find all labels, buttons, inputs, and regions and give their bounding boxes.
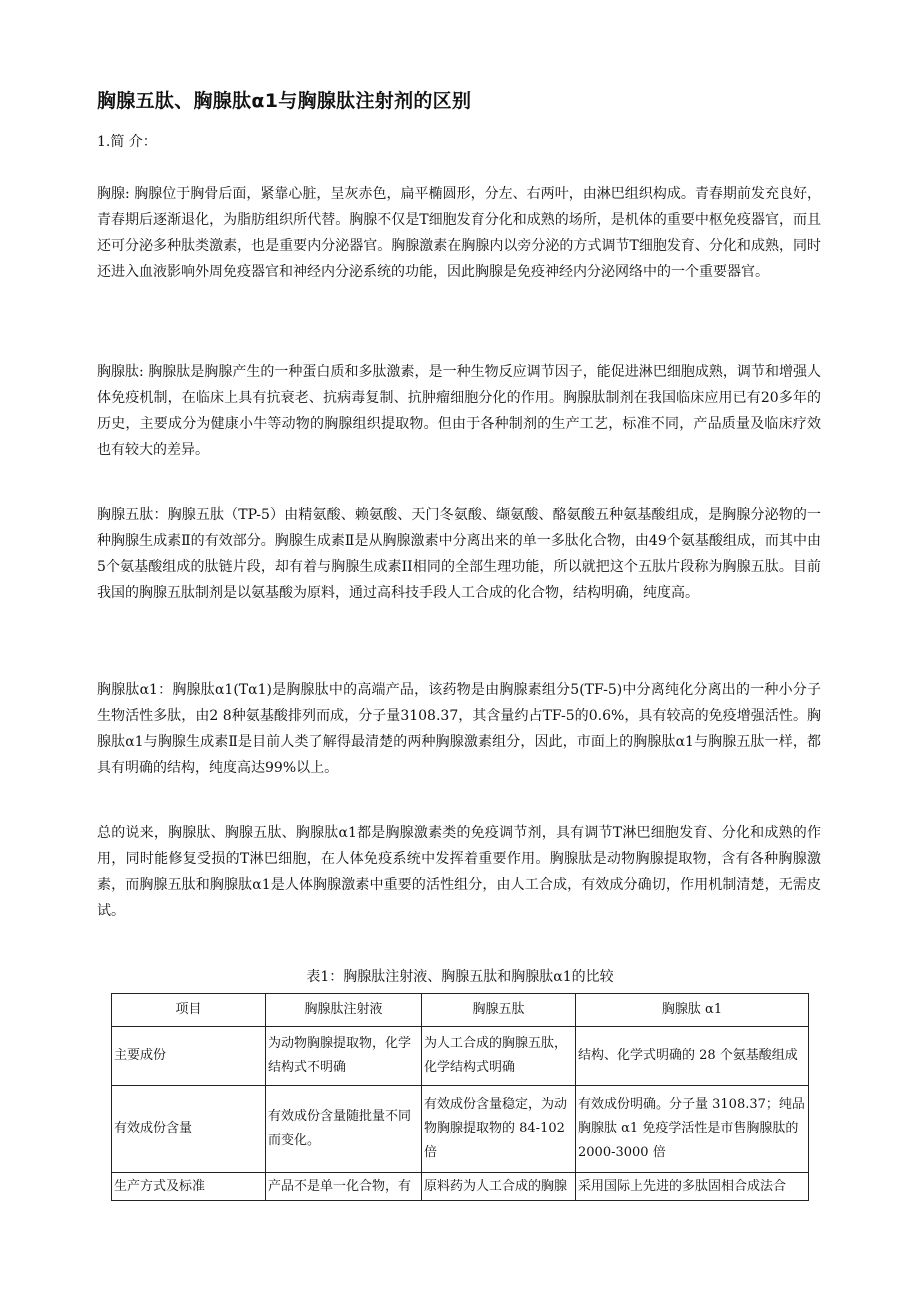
table-header-cell: 胸腺五肽 (422, 994, 576, 1027)
cell-text: 生产方式及标准 (114, 1179, 206, 1194)
table-row (112, 1173, 809, 1201)
paragraph-thymopentin: 胸腺五肽：胸腺五肽（TP-5）由精氨酸、赖氨酸、天门冬氨酸、缬氨酸、酪氨酸五种氨基酸组成，是胸腺分泌物的一种胸腺生成素Ⅱ的有效部分。胸腺生成素Ⅱ是从胸腺激素中分离出来的单一多肽化合物，由49个氨基酸组成，而其中由5个氨基酸组成的肽链片段，却有着与胸腺生成素II相同的全部生理功能，所以就把这个五肽片段称为胸腺五肽。目前我国的胸腺五肽制剂是以氨基酸为原料，通过高科技手段人工合成的化合物，结构明确，纯度高。 (97, 507, 821, 601)
table-cell: 为人工合成的胸腺五肽，化学结构式明确 (422, 1027, 576, 1086)
table-row (112, 1027, 809, 1086)
table-header-row (112, 994, 809, 1027)
table-row (112, 1086, 809, 1173)
table-cell (422, 1173, 576, 1201)
paragraph-summary: 总的说来，胸腺肽、胸腺五肽、胸腺肽α1都是胸腺激素类的免疫调节剂，具有调节T淋巴细胞发育、分化和成熟的作用，同时能修复受损的T淋巴细胞，在人体免疫系统中发挥着重要作用。胸腺肽是动物胸腺提取物，含有各种胸腺激素，而胸腺五肽和胸腺肽α1是人体胸腺激素中重要的活性组分，由人工合成，有效成分确切，作用机制清楚，无需皮试。 (97, 825, 821, 919)
paragraph-thymosin: 胸腺肽: 胸腺肽是胸腺产生的一种蛋白质和多肽激素，是一种生物反应调节因子，能促进淋巴细胞成熟，调节和增强人体免疫机制，在临床上具有抗衰老、抗病毒复制、抗肿瘤细胞分化的作用。胸腺肽制剂在我国临床应用已有20多年的历史，主要成分为健康小牛等动物的胸腺组织提取物。但由于各种制剂的生产工艺，标准不同，产品质量及临床疗效也有较大的差异。 (97, 364, 821, 458)
table-header-cell: 胸腺肽注射液 (266, 994, 422, 1027)
paragraph-thymosin-alpha1: 胸腺肽α1：胸腺肽α1(Tα1)是胸腺肽中的高端产品，该药物是由胸腺素组分5(TF-5)中分离纯化分离出的一种小分子生物活性多肽，由2 8种氨基酸排列而成，分子量3108.37，其含量约占TF-5的0.6%，具有较高的免疫增强活性。胸腺肽α1与胸腺生成素Ⅱ是目前人类了解得最清楚的两种胸腺激素组分，因此，市面上的胸腺肽α1与胸腺五肽一样，都具有明确的结构，纯度高达99%以上。 (97, 682, 821, 776)
page-title: 胸腺五肽、胸腺肽α1与胸腺肽注射剂的区别 (97, 90, 472, 112)
table-cell: 主要成份 (112, 1027, 266, 1086)
table-cell: 有效成份含量随批量不同而变化。 (266, 1086, 422, 1173)
table-cell (112, 1173, 266, 1201)
table-cell (266, 1173, 422, 1201)
paragraph-thymus: 胸腺: 胸腺位于胸骨后面，紧靠心脏，呈灰赤色，扁平椭圆形，分左、右两叶，由淋巴组织构成。青春期前发充良好，青春期后逐渐退化，为脂肪组织所代替。胸腺不仅是T细胞发育分化和成熟的场所，是机体的重要中枢免疫器官，而且还可分泌多种肽类激素，也是重要内分泌器官。胸腺激素在胸腺内以旁分泌的方式调节T细胞发育、分化和成熟，同时还进入血液影响外周免疫器官和神经内分泌系统的功能，因此胸腺是免疫神经内分泌网络中的一个重要器官。 (97, 186, 821, 280)
table-cell (576, 1173, 809, 1201)
table-header-cell: 项目 (112, 994, 266, 1027)
cell-text: 原料药为人工合成的胸腺 (424, 1179, 568, 1194)
comparison-table (111, 993, 809, 1201)
table-cell: 为动物胸腺提取物，化学结构式不明确 (266, 1027, 422, 1086)
table-cell: 有效成份含量稳定，为动物胸腺提取物的 84-102 倍 (422, 1086, 576, 1173)
table-cell: 有效成份明确。分子量 3108.37；纯品胸腺肽 α1 免疫学活性是市售胸腺肽的 2000-3000 倍 (576, 1086, 809, 1173)
cell-text: 采用国际上先进的多肽固相合成法合 (578, 1179, 787, 1194)
table-caption: 表1：胸腺肽注射液、胸腺五肽和胸腺肽α1的比较 (306, 969, 614, 985)
cell-text: 产品不是单一化合物，有 (268, 1179, 412, 1194)
table-header-cell: 胸腺肽 α1 (576, 994, 809, 1027)
section-heading: 1.简 介： (97, 134, 157, 150)
table-cell: 有效成份含量 (112, 1086, 266, 1173)
table-cell: 结构、化学式明确的 28 个氨基酸组成 (576, 1027, 809, 1086)
